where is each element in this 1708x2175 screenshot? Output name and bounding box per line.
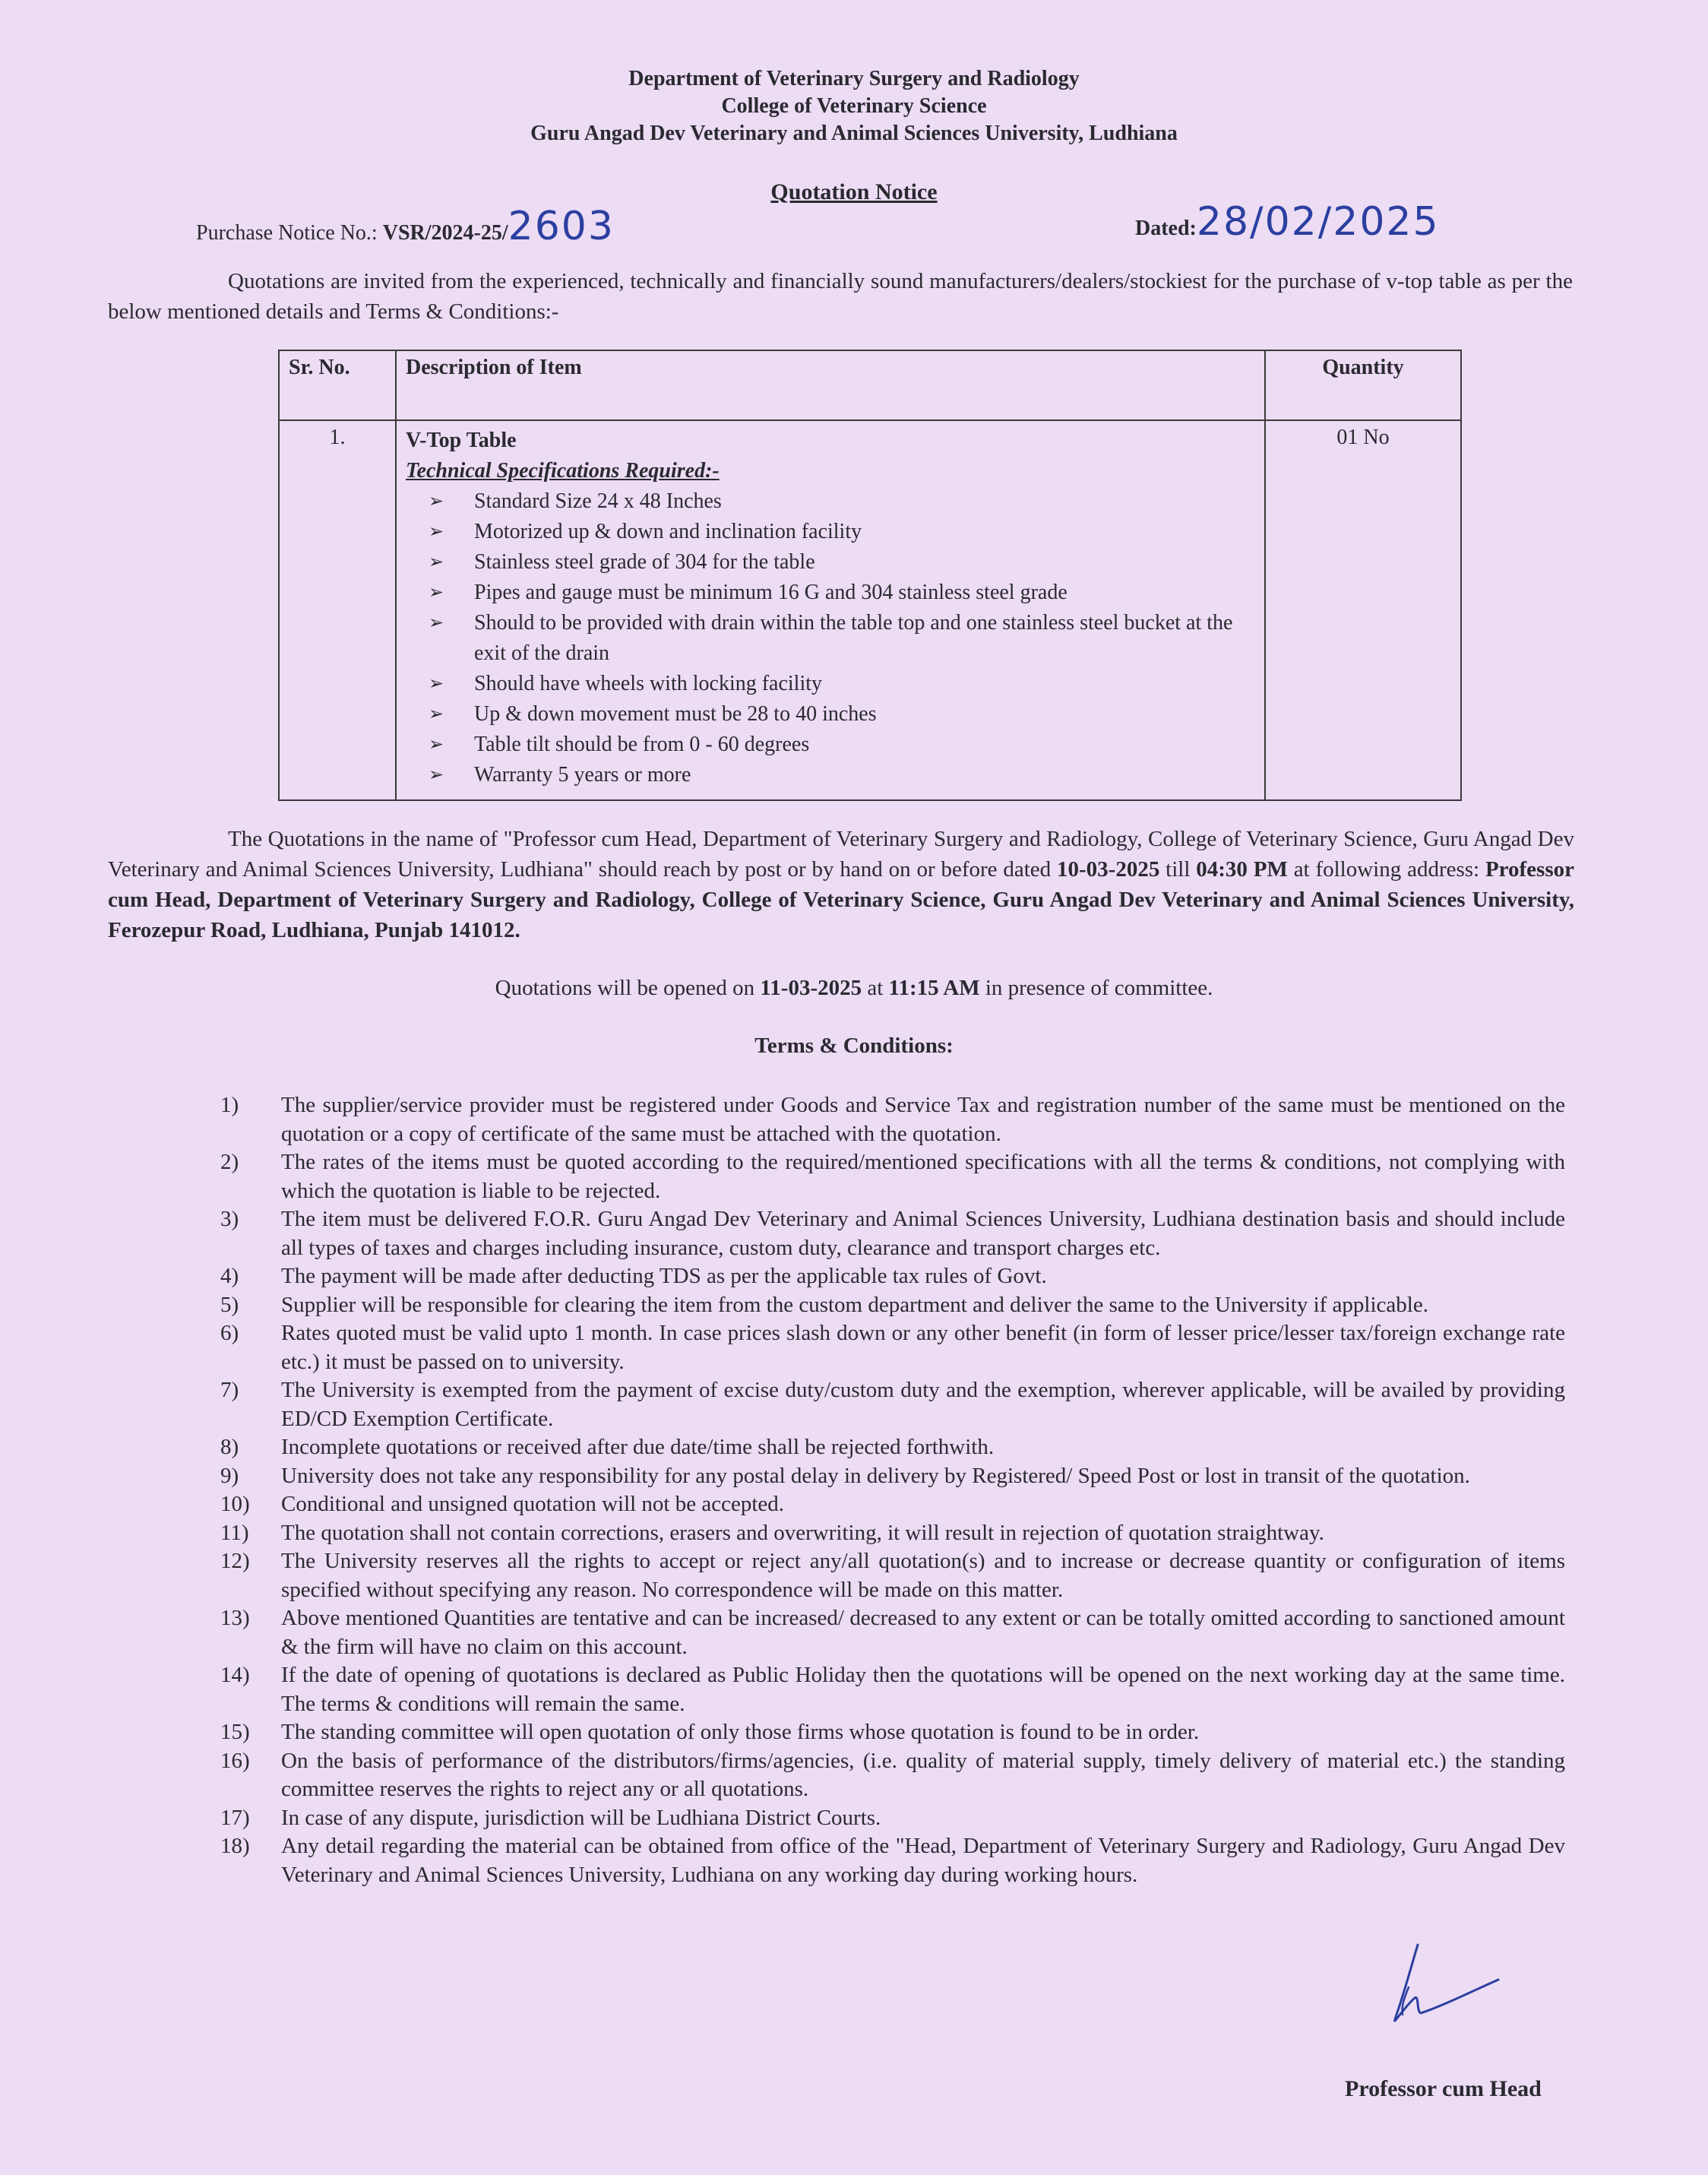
spec-item: ➢ Stainless steel grade of 304 for the table <box>474 547 1255 578</box>
col-header-quantity: Quantity <box>1265 350 1461 420</box>
term-number: 12) <box>220 1549 250 1573</box>
list-item <box>220 1319 1565 1376</box>
spec-item: ➢ Standard Size 24 x 48 Inches <box>474 486 1255 517</box>
list-item <box>220 1376 1565 1433</box>
table-row <box>279 420 1461 800</box>
university-name: Guru Angad Dev Veterinary and Animal Sciences University, Ludhiana <box>530 122 1178 145</box>
term-text: The standing committee will open quotation of only those firms whose quotation is found to be in order. <box>281 1720 1200 1744</box>
term-text: The rates of the items must be quoted according to the required/mentioned specifications with all the terms & conditions, not complying with which the quotation is liable to be rejected. <box>281 1150 1565 1203</box>
spec-item: ➢ Pipes and gauge must be minimum 16 G and 304 stainless steel grade <box>474 578 1255 608</box>
term-text: Conditional and unsigned quotation will not be accepted. <box>281 1492 785 1516</box>
list-item <box>220 1604 1565 1661</box>
purchase-notice-number: 2603 <box>508 204 615 249</box>
list-item <box>220 1804 1565 1833</box>
spec-item: ➢ Warranty 5 years or more <box>474 760 1255 790</box>
purchase-notice-label: Purchase Notice No.: <box>196 221 383 245</box>
list-item <box>220 1490 1565 1519</box>
term-number: 2) <box>220 1150 239 1174</box>
opening-text-2: at <box>862 976 889 1000</box>
term-text: Incomplete quotations or received after due date/time shall be rejected forthwith. <box>281 1435 995 1459</box>
intro-paragraph: Quotations are invited from the experienced, technically and financially sound manufacturers/dealers/stockiest for the purchase of v-top table as per the below mentioned details and Terms & Conditions:- <box>108 269 1573 324</box>
terms-title: Terms & Conditions: <box>754 1034 954 1058</box>
submission-paragraph <box>108 824 1574 945</box>
list-item <box>220 1291 1565 1320</box>
terms-list <box>220 1091 1565 1889</box>
term-number: 15) <box>220 1720 250 1744</box>
list-item <box>220 1205 1565 1262</box>
list-item <box>220 1718 1565 1747</box>
submission-date: 10-03-2025 <box>1057 857 1160 882</box>
opening-date: 11-03-2025 <box>760 976 862 1000</box>
col-header-sr-no: Sr. No. <box>279 350 396 420</box>
term-text: Above mentioned Quantities are tentative and can be increased/ decreased to any extent or can be totally omitted according to sanctioned amount & the firm will have no claim on this account. <box>281 1606 1565 1659</box>
term-number: 7) <box>220 1378 239 1402</box>
term-text: Supplier will be responsible for clearing the item from the custom department and deliver the same to the University if applicable. <box>281 1292 1428 1317</box>
dated-value: 28/02/2025 <box>1196 199 1440 245</box>
term-text: The supplier/service provider must be registered under Goods and Service Tax and registration number of the same must be mentioned on the quotation or a copy of certificate of the same must be attached with the quotation. <box>281 1093 1565 1146</box>
signature-mark <box>1375 1942 1512 2033</box>
term-number: 5) <box>220 1292 239 1317</box>
cell-quantity: 01 No <box>1265 420 1461 800</box>
list-item <box>220 1519 1565 1548</box>
spec-item: ➢ Up & down movement must be 28 to 40 inches <box>474 699 1255 730</box>
department-name: Department of Veterinary Surgery and Radiology <box>628 67 1080 90</box>
list-item <box>220 1091 1565 1148</box>
opening-paragraph <box>0 973 1708 1003</box>
term-text: Rates quoted must be valid upto 1 month. In case prices slash down or any other benefit (in form of lesser price/lesser tax/foreign exchange rate etc.) it must be passed on to university. <box>281 1321 1565 1374</box>
opening-text-1: Quotations will be opened on <box>495 976 761 1000</box>
cell-sr-no: 1. <box>279 420 396 800</box>
term-number: 16) <box>220 1748 250 1773</box>
signatory-title: Professor cum Head <box>1345 2076 1542 2101</box>
term-number: 18) <box>220 1834 250 1858</box>
term-number: 9) <box>220 1463 239 1488</box>
term-text: The quotation shall not contain corrections, erasers and overwriting, it will result in rejection of quotation straightway. <box>281 1520 1324 1545</box>
term-number: 10) <box>220 1492 250 1516</box>
list-item <box>220 1832 1565 1889</box>
list-item <box>220 1148 1565 1205</box>
term-number: 17) <box>220 1805 250 1830</box>
spec-item: ➢ Table tilt should be from 0 - 60 degrees <box>474 730 1255 760</box>
items-table <box>278 350 1462 801</box>
notice-title: Quotation Notice <box>770 179 938 204</box>
term-text: If the date of opening of quotations is declared as Public Holiday then the quotations will be opened on the next working day at the same time. The terms & conditions will remain the same. <box>281 1663 1565 1716</box>
list-item <box>220 1747 1565 1804</box>
term-number: 11) <box>220 1520 249 1545</box>
term-text: The item must be delivered F.O.R. Guru Angad Dev Veterinary and Animal Sciences University, Ludhiana destination basis and should include all types of taxes and charges including insurance, custom duty, clearance and transport charges etc. <box>281 1207 1565 1260</box>
term-text: The University reserves all the rights to accept or reject any/all quotation(s) and to increase or decrease quantity or configuration of items specified without specifying any reason. No correspondence will be made on this matter. <box>281 1549 1565 1602</box>
submission-text-3: at following address: <box>1287 857 1485 882</box>
list-item <box>220 1433 1565 1462</box>
dated-label: Dated: <box>1135 217 1197 240</box>
term-number: 1) <box>220 1093 239 1117</box>
purchase-notice <box>196 204 615 249</box>
submission-text-2: till <box>1159 857 1197 882</box>
list-item <box>220 1547 1565 1604</box>
col-header-description: Description of Item <box>396 350 1265 420</box>
term-text: University does not take any responsibility for any postal delay in delivery by Registered/ Speed Post or lost in transit of the quotation. <box>281 1463 1470 1488</box>
list-item <box>220 1462 1565 1491</box>
list-item <box>220 1661 1565 1718</box>
term-text: In case of any dispute, jurisdiction will be Ludhiana District Courts. <box>281 1805 881 1830</box>
spec-item: ➢ Should have wheels with locking facility <box>474 669 1255 699</box>
cell-description <box>396 420 1265 800</box>
term-text: Any detail regarding the material can be obtained from office of the "Head, Department of Veterinary Surgery and Radiology, Guru Angad Dev Veterinary and Animal Sciences University, Ludhiana on any working day during working hours. <box>281 1834 1565 1887</box>
term-number: 3) <box>220 1207 239 1231</box>
opening-time: 11:15 AM <box>888 976 980 1000</box>
list-item <box>220 1262 1565 1291</box>
submission-time: 04:30 PM <box>1196 857 1288 882</box>
term-text: On the basis of performance of the distributors/firms/agencies, (i.e. quality of material supply, timely delivery of material etc.) the standing committee reserves the rights to reject any or all quotations. <box>281 1748 1565 1801</box>
submission-text-1: The Quotations in the name of "Professor cum Head, Department of Veterinary Surgery and Radiology, College of Veterinary Science, Guru Angad Dev Veterinary and Animal Sciences University, Ludhiana" should reach by post or by hand on or before dated <box>108 827 1574 882</box>
term-number: 8) <box>220 1435 239 1459</box>
spec-list <box>406 486 1255 790</box>
opening-text-3: in presence of committee. <box>979 976 1213 1000</box>
term-text: The University is exempted from the payment of excise duty/custom duty and the exemption, wherever applicable, will be availed by providing ED/CD Exemption Certificate. <box>281 1378 1565 1431</box>
term-number: 6) <box>220 1321 239 1345</box>
term-number: 13) <box>220 1606 250 1630</box>
spec-item: ➢ Should to be provided with drain within the table top and one stainless steel bucket at the exit of the drain <box>474 608 1255 669</box>
item-name: V-Top Table <box>406 429 517 452</box>
term-text: The payment will be made after deducting TDS as per the applicable tax rules of Govt. <box>281 1264 1047 1288</box>
submission-address: Professor cum Head, Department of Veterinary Surgery and Radiology, College of Veterinary Science, Guru Angad Dev Veterinary and Animal Sciences University, Ferozepur Road, Ludhiana, Punjab 141012. <box>108 857 1574 942</box>
spec-title: Technical Specifications Required:- <box>406 459 720 483</box>
notice-date <box>1135 199 1440 245</box>
spec-item: ➢ Motorized up & down and inclination facility <box>474 517 1255 547</box>
term-number: 14) <box>220 1663 250 1687</box>
college-name: College of Veterinary Science <box>721 94 987 118</box>
purchase-notice-prefix: VSR/2024-25/ <box>382 221 508 245</box>
term-number: 4) <box>220 1264 239 1288</box>
